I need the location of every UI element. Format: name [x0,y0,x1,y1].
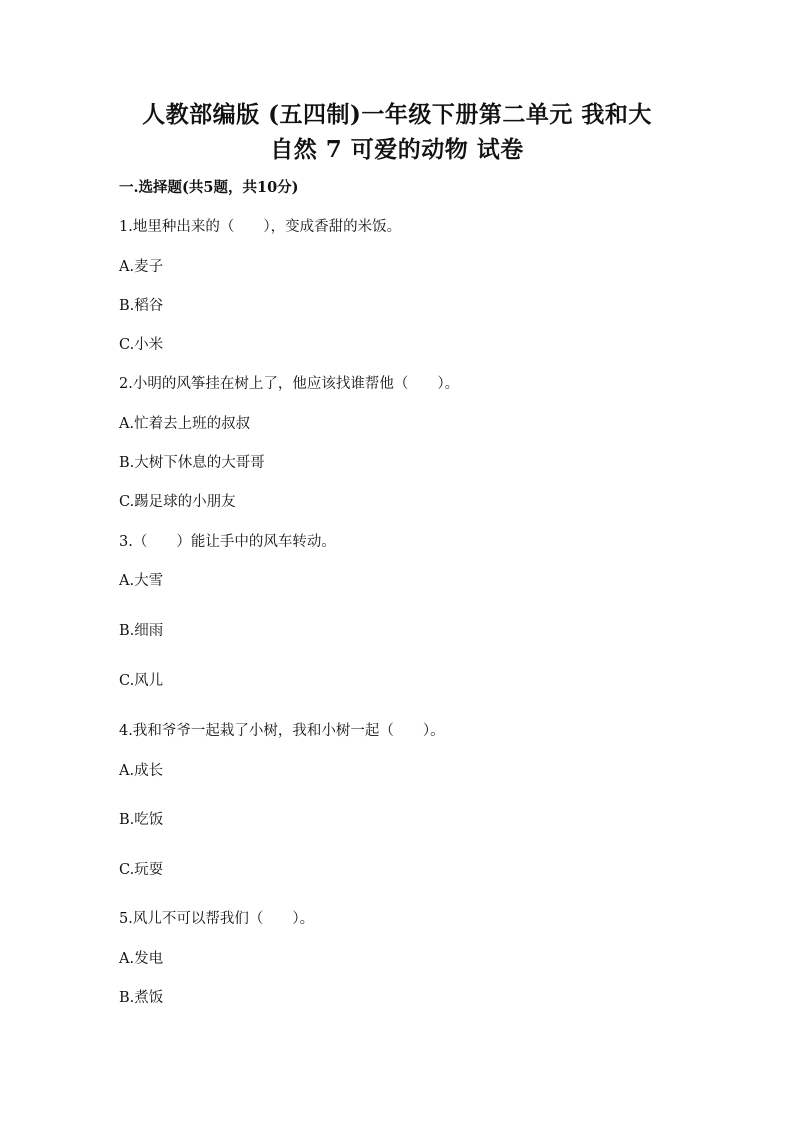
page-title-line-2: 自然 7 可爱的动物 试卷 [270,136,524,163]
question-4-option-a: A.成长 [119,763,164,779]
question-4-option-c: C.玩耍 [119,862,164,878]
question-3-option-b: B.细雨 [119,623,164,639]
section-heading: 一.选择题(共5题，共10分) [119,179,299,196]
page-title-line-1: 人教部编版 (五四制)一年级下册第二单元 我和大 [142,101,652,128]
question-1-option-a: A.麦子 [119,259,164,275]
question-3-stem: 3.（ ）能让手中的风车转动。 [119,534,336,550]
question-2-option-a: A.忙着去上班的叔叔 [119,416,251,432]
question-3-option-a: A.大雪 [119,573,164,589]
question-1-option-c: C.小米 [119,337,164,353]
question-1-stem: 1.地里种出来的（ ），变成香甜的米饭。 [119,219,402,235]
question-4-option-b: B.吃饭 [119,812,164,828]
question-5-option-b: B.煮饭 [119,990,164,1006]
question-2-stem: 2.小明的风筝挂在树上了，他应该找谁帮他（ ）。 [119,376,460,392]
question-4-stem: 4.我和爷爷一起栽了小树，我和小树一起（ ）。 [119,723,445,739]
question-1-option-b: B.稻谷 [119,298,164,314]
question-2-option-b: B.大树下休息的大哥哥 [119,455,265,471]
question-5-stem: 5.风儿不可以帮我们（ ）。 [119,911,315,927]
question-3-option-c: C.风儿 [119,673,164,689]
question-5-option-a: A.发电 [119,951,164,967]
question-2-option-c: C.踢足球的小朋友 [119,494,236,510]
